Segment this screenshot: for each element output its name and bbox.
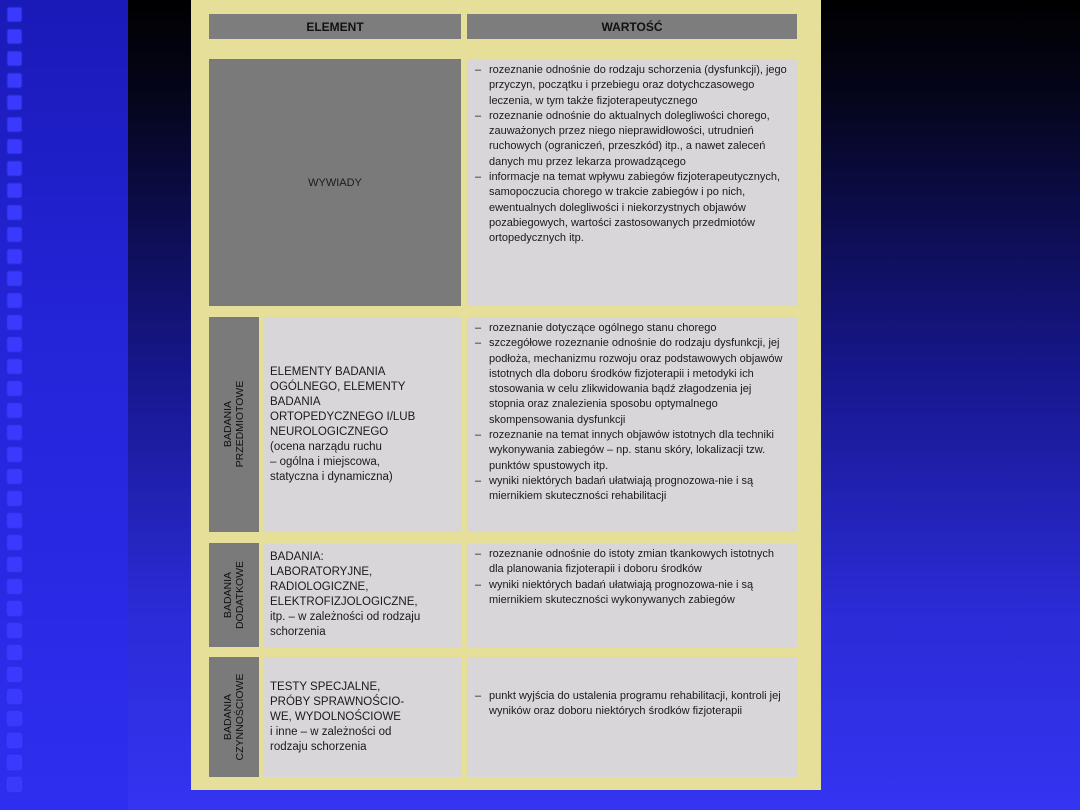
- decorative-square: [8, 184, 21, 197]
- decorative-square: [8, 250, 21, 263]
- group-label-line: BADANIA: [222, 571, 234, 619]
- row-values-wywiady: [467, 59, 797, 306]
- decorative-square: [8, 162, 21, 175]
- decorative-square: [8, 580, 21, 593]
- decorative-square: [8, 514, 21, 527]
- group-label-line: BADANIA: [222, 400, 234, 448]
- decorative-square: [8, 52, 21, 65]
- decorative-square: [8, 272, 21, 285]
- value-item: – rozeznanie na temat innych objawów istotnych dla techniki wykonywania zabiegów – np. stanu skóry, lokalizacji tzw. punktów spustowych itp.: [475, 428, 789, 474]
- decorative-square: [8, 646, 21, 659]
- decorative-square: [8, 294, 21, 307]
- decorative-square: [8, 756, 21, 769]
- row-label-text: TESTY SPECJALNE, PRÓBY SPRAWNOŚCIO- WE, WYDOLNOŚCIOWE i inne – w zależności od rodzaju schorzenia: [270, 680, 405, 753]
- decorative-square: [8, 448, 21, 461]
- value-item: – wyniki niektórych badań ułatwiają prognozowa-nie i są miernikiem skuteczności wykonywanych zabiegów: [475, 578, 789, 609]
- left-decorative-strip: [0, 0, 128, 810]
- group-label-line: CZYNNOŚCIOWE: [234, 673, 246, 761]
- header-element: ELEMENT: [209, 14, 461, 39]
- decorative-square: [8, 8, 21, 21]
- decorative-square: [8, 712, 21, 725]
- group-badania-czynnosciowe: [209, 657, 259, 777]
- decorative-square: [8, 30, 21, 43]
- decorative-square: [8, 558, 21, 571]
- value-item: – punkt wyjścia do ustalenia programu rehabilitacji, kontroli jej wyników oraz doboru niektórych środków fizjoterapii: [475, 689, 789, 720]
- row-label-wywiady: WYWIADY: [209, 59, 461, 306]
- decorative-square: [8, 602, 21, 615]
- group-badania-dodatkowe: [209, 543, 259, 647]
- row-label-przedmiotowe: [263, 317, 461, 532]
- decorative-square: [8, 404, 21, 417]
- decorative-square: [8, 624, 21, 637]
- decorative-square: [8, 778, 21, 791]
- group-label-line: PRZEDMIOTOWE: [234, 380, 246, 468]
- row-label-dodatkowe: [263, 543, 461, 647]
- value-item: – rozeznanie odnośnie do istoty zmian tkankowych istotnych dla planowania fizjoterapii i doboru środków: [475, 547, 789, 578]
- row-values-czynnosciowe: [467, 657, 797, 777]
- value-item: – wyniki niektórych badań ułatwiają prognozowa-nie i są miernikiem skuteczności rehabilitacji: [475, 474, 789, 505]
- decorative-square: [8, 338, 21, 351]
- decorative-square: [8, 360, 21, 373]
- row-label-text: ELEMENTY BADANIA OGÓLNEGO, ELEMENTY BADANIA ORTOPEDYCZNEGO I/LUB NEUROLOGICZNEGO (ocena narządu ruchu – ogólna i miejscowa, statyczna i dynamiczna): [270, 365, 416, 483]
- decorative-square: [8, 668, 21, 681]
- decorative-square: [8, 96, 21, 109]
- decorative-square: [8, 118, 21, 131]
- decorative-square: [8, 690, 21, 703]
- decorative-square: [8, 536, 21, 549]
- group-badania-przedmiotowe: [209, 317, 259, 532]
- row-label-czynnosciowe: [263, 657, 461, 777]
- document-table: [191, 0, 821, 790]
- value-item: – informacje na temat wpływu zabiegów fizjoterapeutycznych, samopoczucia chorego w trakcie zabiegów i po nich, ewentualnych dolegliwości i niekorzystnych objawów pozabiegowych, wartości zastosowanych przedmiotów ortopedycznych itp.: [475, 170, 789, 246]
- row-label-text: BADANIA: LABORATORYJNE, RADIOLOGICZNE, ELEKTROFIZJOLOGICZNE, itp. – w zależności od rodzaju schorzenia: [270, 551, 421, 638]
- value-item: – szczegółowe rozeznanie odnośnie do rodzaju dysfunkcji, jej podłoża, mechanizmu rozwoju oraz podstawowych objawów istotnych dla doboru środków fizjoterapii i metodyki ich stosowania w celu zlikwidowania bądź złagodzenia jej stopnia oraz znalezienia sposobu optymalnego skompensowania dysfunkcji: [475, 336, 789, 428]
- decorative-square: [8, 206, 21, 219]
- decorative-square: [8, 228, 21, 241]
- decorative-square: [8, 426, 21, 439]
- decorative-square: [8, 74, 21, 87]
- decorative-square: [8, 140, 21, 153]
- value-item: – rozeznanie dotyczące ogólnego stanu chorego: [475, 321, 789, 336]
- row-values-przedmiotowe: [467, 317, 797, 532]
- value-item: – rozeznanie odnośnie do rodzaju schorzenia (dysfunkcji), jego przyczyn, początku i przebiegu oraz dotychczasowego leczenia, w tym także fizjoterapeutycznego: [475, 63, 789, 109]
- value-item: – rozeznanie odnośnie do aktualnych dolegliwości chorego, zauważonych przez niego nieprawidłowości, utrudnień ruchowych (ograniczeń, przeszkód) itp., a nawet zaleceń danych mu przez lekarza prowadzącego: [475, 109, 789, 170]
- decorative-square: [8, 316, 21, 329]
- header-value: WARTOŚĆ: [467, 14, 797, 39]
- row-values-dodatkowe: [467, 543, 797, 647]
- decorative-square: [8, 734, 21, 747]
- decorative-squares: [6, 4, 28, 796]
- decorative-square: [8, 492, 21, 505]
- group-label-line: BADANIA: [222, 693, 234, 741]
- decorative-square: [8, 470, 21, 483]
- decorative-square: [8, 382, 21, 395]
- group-label-line: DODATKOWE: [234, 560, 246, 630]
